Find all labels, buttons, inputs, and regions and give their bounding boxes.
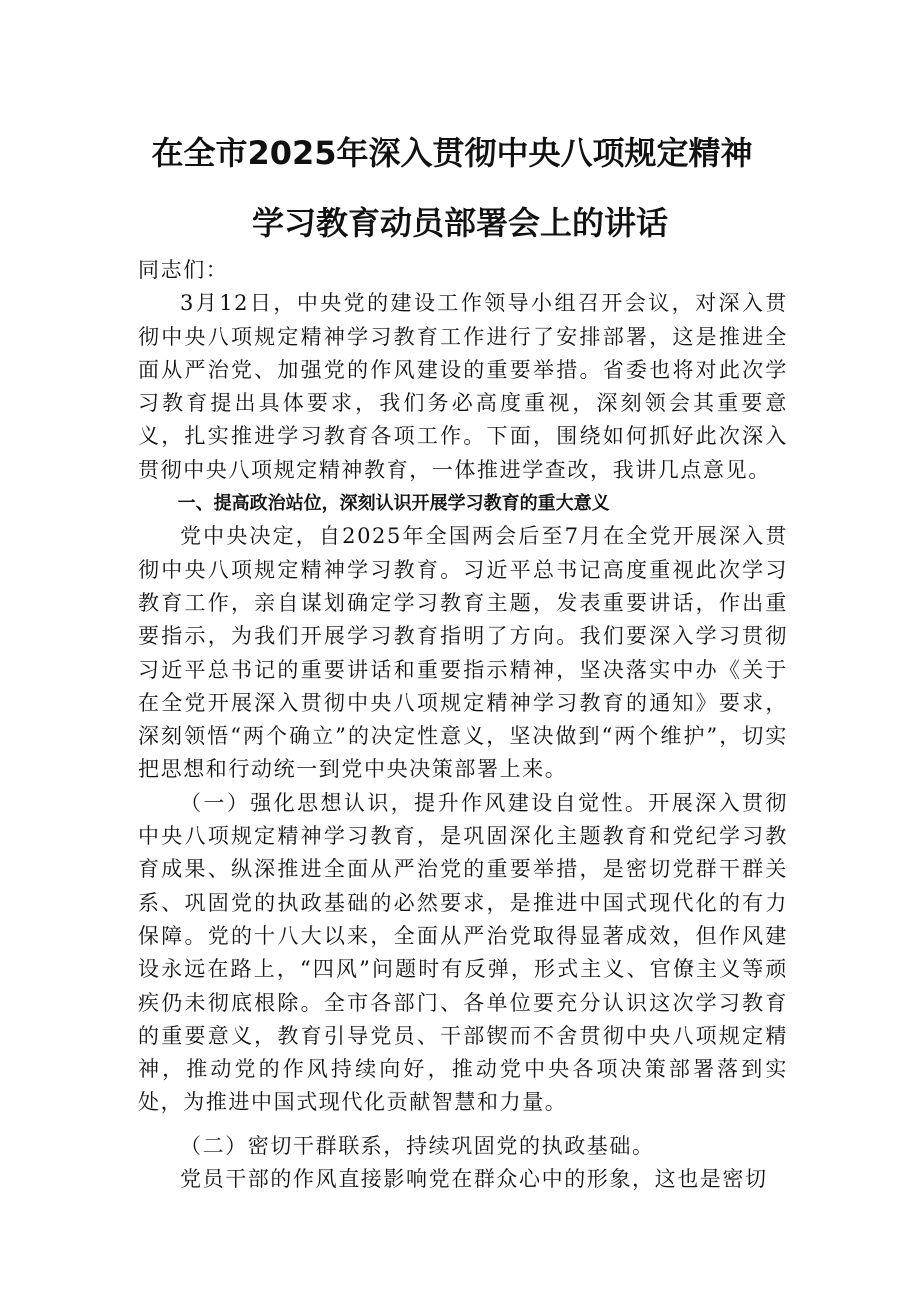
document-title-line-2: 学习教育动员部署会上的讲话: [251, 204, 668, 242]
paragraph-section-1: 党中央决定，自2025年全国两会后至7月在全党开展深入贯彻中央八项规定精神学习教育。习近平总书记高度重视此次学习教育工作，亲自谋划确定学习教育主题，发表重要讲话，作出重要指示，为我们开展学习教育指明了方向。我们要深入学习贯彻习近平总书记的重要讲话和重要指示精神，坚决落实中办《关于在全党开展深入贯彻中央八项规定精神学习教育的通知》要求，深刻领悟“两个确立”的决定性意义，坚决做到“两个维护”，切实把思想和行动统一到党中央决策部署上来。: [138, 524, 788, 782]
section-heading-1: 一、提高政治站位，深刻认识开展学习教育的重大意义: [177, 493, 610, 515]
paragraph-gap: [138, 1120, 788, 1130]
paragraph-subsection-1: （一）强化思想认识，提升作风建设自觉性。开展深入贯彻中央八项规定精神学习教育，是巩固深化主题教育和党纪学习教育成果、纵深推进全面从严治党的重要举措，是密切党群干群关系、巩固党的执政基础的必然要求，是推进中国式现代化的有力保障。党的十八大以来，全面从严治党取得显著成效，但作风建设永远在路上，“四风”问题时有反弹，形式主义、官僚主义等顽疾仍未彻底根除。全市各部门、各单位要充分认识这次学习教育的重要意义，教育引导党员、干部锲而不舍贯彻中央八项规定精神，推动党的作风持续向好，推动党中央各项决策部署落到实处，为推进中国式现代化贡献智慧和力量。: [138, 790, 788, 1115]
greeting: 同志们：: [138, 258, 229, 282]
paragraph-intro: 3月12日，中央党的建设工作领导小组召开会议，对深入贯彻中央八项规定精神学习教育工作进行了安排部署，这是推进全面从严治党、加强党的作风建设的重要举措。省委也将对此次学习教育提出具体要求，我们务必高度重视，深刻领会其重要意义，扎实推进学习教育各项工作。下面，围绕如何抓好此次深入贯彻中央八项规定精神教育，一体推进学查改，我讲几点意见。: [138, 291, 788, 482]
paragraph-subsection-2: 党员干部的作风直接影响党在群众心中的形象，这也是密切: [180, 1167, 768, 1192]
document-title-line-1: 在全市2025年深入贯彻中央八项规定精神: [151, 134, 753, 172]
document-body: [138, 254, 788, 1196]
subsection-heading-2: （二）密切干群联系，持续巩固党的执政基础。: [180, 1133, 655, 1158]
